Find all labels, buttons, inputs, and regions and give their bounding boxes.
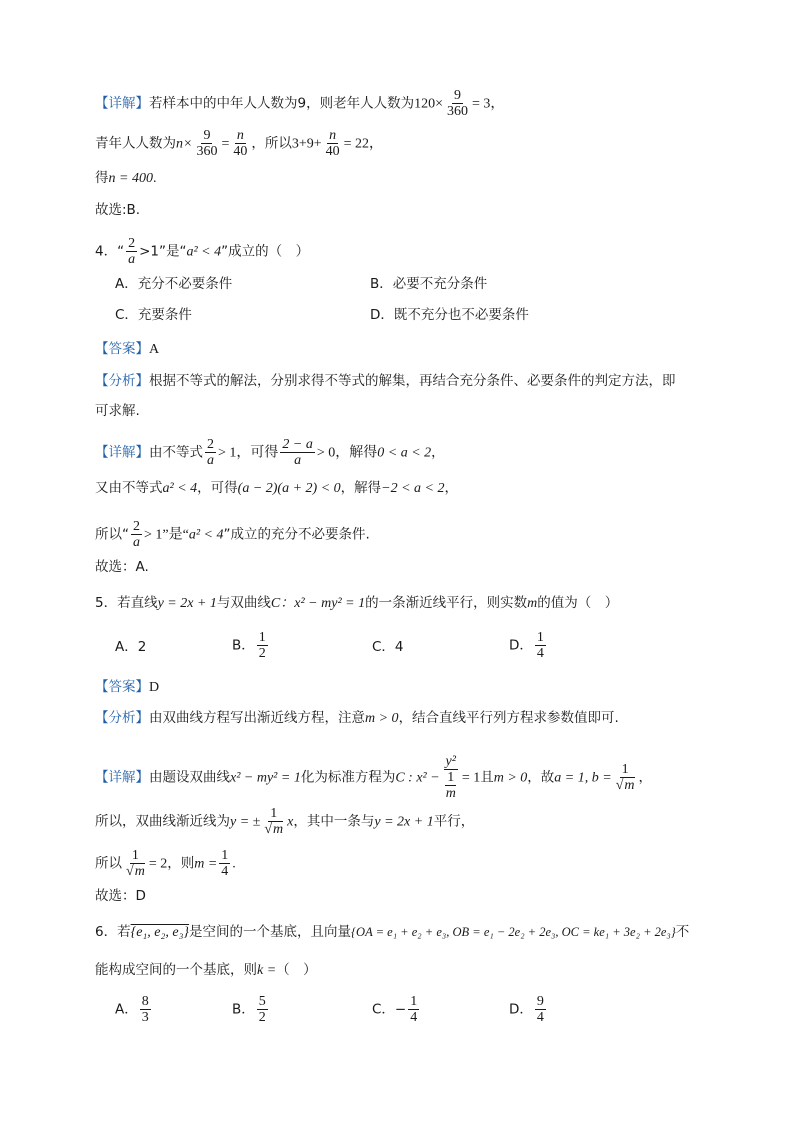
q3-choose: 故选:B. [95,202,141,218]
q4-choose: 故选：A. [95,559,149,575]
q5-option-c: C．4 [372,639,404,655]
fraction: $\frac{1}{√m}$ [126,848,145,879]
q3-detail-line-3: 得n = 400. [95,170,157,186]
q5-answer: 【答案】D [95,679,160,695]
q6-option-c: C．− $\frac{1}{4}$ [372,994,418,1025]
q6-option-d: D． $\frac{9}{4}$ [509,994,544,1025]
fraction: $\frac{1}{√m}$ [615,762,635,793]
q5-option-a: A．2 [115,639,147,655]
q4-option-a: A．充分不必要条件 [115,276,233,292]
q4-answer: 【答案】A [95,341,160,357]
fraction: $\frac{2}{a}$ [133,519,140,550]
vector-set: {OA = e₁ + e₂ + e₃, OB = e₁ − 2e₂ + 2e₃, OC = ke₁ + 3e₂ + 2e₃} [351,925,676,939]
q4-detail-line-3: 所以“ $\frac{2}{a}$ > 1”是“a² < 4”成立的充分不必要条件. [95,519,370,550]
q5-choose: 故选：D [95,888,146,904]
fraction: $\frac{\text{y²}}{\frac{1}{m}}$ [445,754,456,801]
q5-stem: 5．若直线y = 2x + 1与双曲线C：x² − my² = 1的一条渐近线平行，则实数m的值为（ ） [95,595,619,611]
fraction: $\frac{1}{4}$ [221,848,229,879]
q5-detail-line-1: 【详解】由题设双曲线x² − my² = 1化为标准方程为C : x² − $\frac{\text{y²}}{\frac{1}{m}}$ = 1且m > 0，故a = 1, b = $\frac{1}{√m}$ ， [95,754,652,801]
fraction: $\frac{1}{√m}$ [264,806,284,837]
basis-set: {e₁, e₂, e₃} [130,925,190,940]
q4-option-d: D．既不充分也不必要条件 [370,307,529,323]
detail-tag: 【详解】 [95,95,149,112]
q4-option-c: C．充要条件 [115,307,192,323]
q6-option-b: B． $\frac{5}{2}$ [232,994,266,1025]
fraction: $\frac{n}{40}$ [325,128,340,159]
q5-detail-line-3: 所以 $\frac{1}{√m}$ = 2，则m = $\frac{1}{4}$ . [95,848,236,879]
fraction: $\frac{n}{40}$ [233,128,248,159]
fraction: $\frac{9}{360}$ [196,128,218,159]
q4-analysis-1: 【分析】根据不等式的解法，分别求得不等式的解集，再结合充分条件、必要条件的判定方法，即 [95,373,676,389]
fraction: $\frac{9}{360}$ [447,88,468,119]
q4-detail-line-2: 又由不等式a² < 4，可得(a − 2)(a + 2) < 0，解得−2 < a < 2， [95,480,458,496]
q4-stem: 4．“ $\frac{2}{a}$ >1”是“a² < 4”成立的（ ） [95,236,310,267]
q5-option-d: D． $\frac{1}{4}$ [509,630,544,661]
q5-option-b: B． $\frac{1}{2}$ [232,630,266,661]
q3-detail-line-2: 青年人人数为n× $\frac{9}{360}$ = $\frac{n}{40}$ ，所以3+9+ $\frac{n}{40}$ = 22， [95,128,384,159]
fraction: $\frac{2}{a}$ [207,437,214,468]
q6-stem-2: 能构成空间的一个基底，则k =（ ） [95,962,317,978]
fraction: $\frac{2}{a}$ [128,236,136,267]
fraction: $\frac{2 - a}{a}$ [282,437,313,468]
q3-detail-line-1: 【详解】若样本中的中年人人数为9，则老年人人数为120× $\frac{9}{360}$ = 3， [95,88,505,119]
q4-analysis-2: 可求解. [95,403,140,419]
q6-stem-1: 6．若{e₁, e₂, e₃}是空间的一个基底，且向量{OA = e₁ + e₂ + e₃, OB = e₁ − 2e₂ + 2e₃, OC = ke₁ + 3e₂ + 2e₃}不 [95,924,690,940]
q6-option-a: A． $\frac{8}{3}$ [115,994,149,1025]
q5-analysis: 【分析】由双曲线方程写出渐近线方程，注意m > 0，结合直线平行列方程求参数值即可. [95,710,619,726]
q4-option-b: B．必要不充分条件 [370,276,488,292]
q5-detail-line-2: 所以，双曲线渐近线为y = ± $\frac{1}{√m}$ x，其中一条与y = 2x + 1平行， [95,806,475,837]
q4-detail-line-1: 【详解】由不等式 $\frac{2}{a}$ > 1，可得 $\frac{2 - a}{a}$ > 0，解得0 < a < 2， [95,437,445,468]
